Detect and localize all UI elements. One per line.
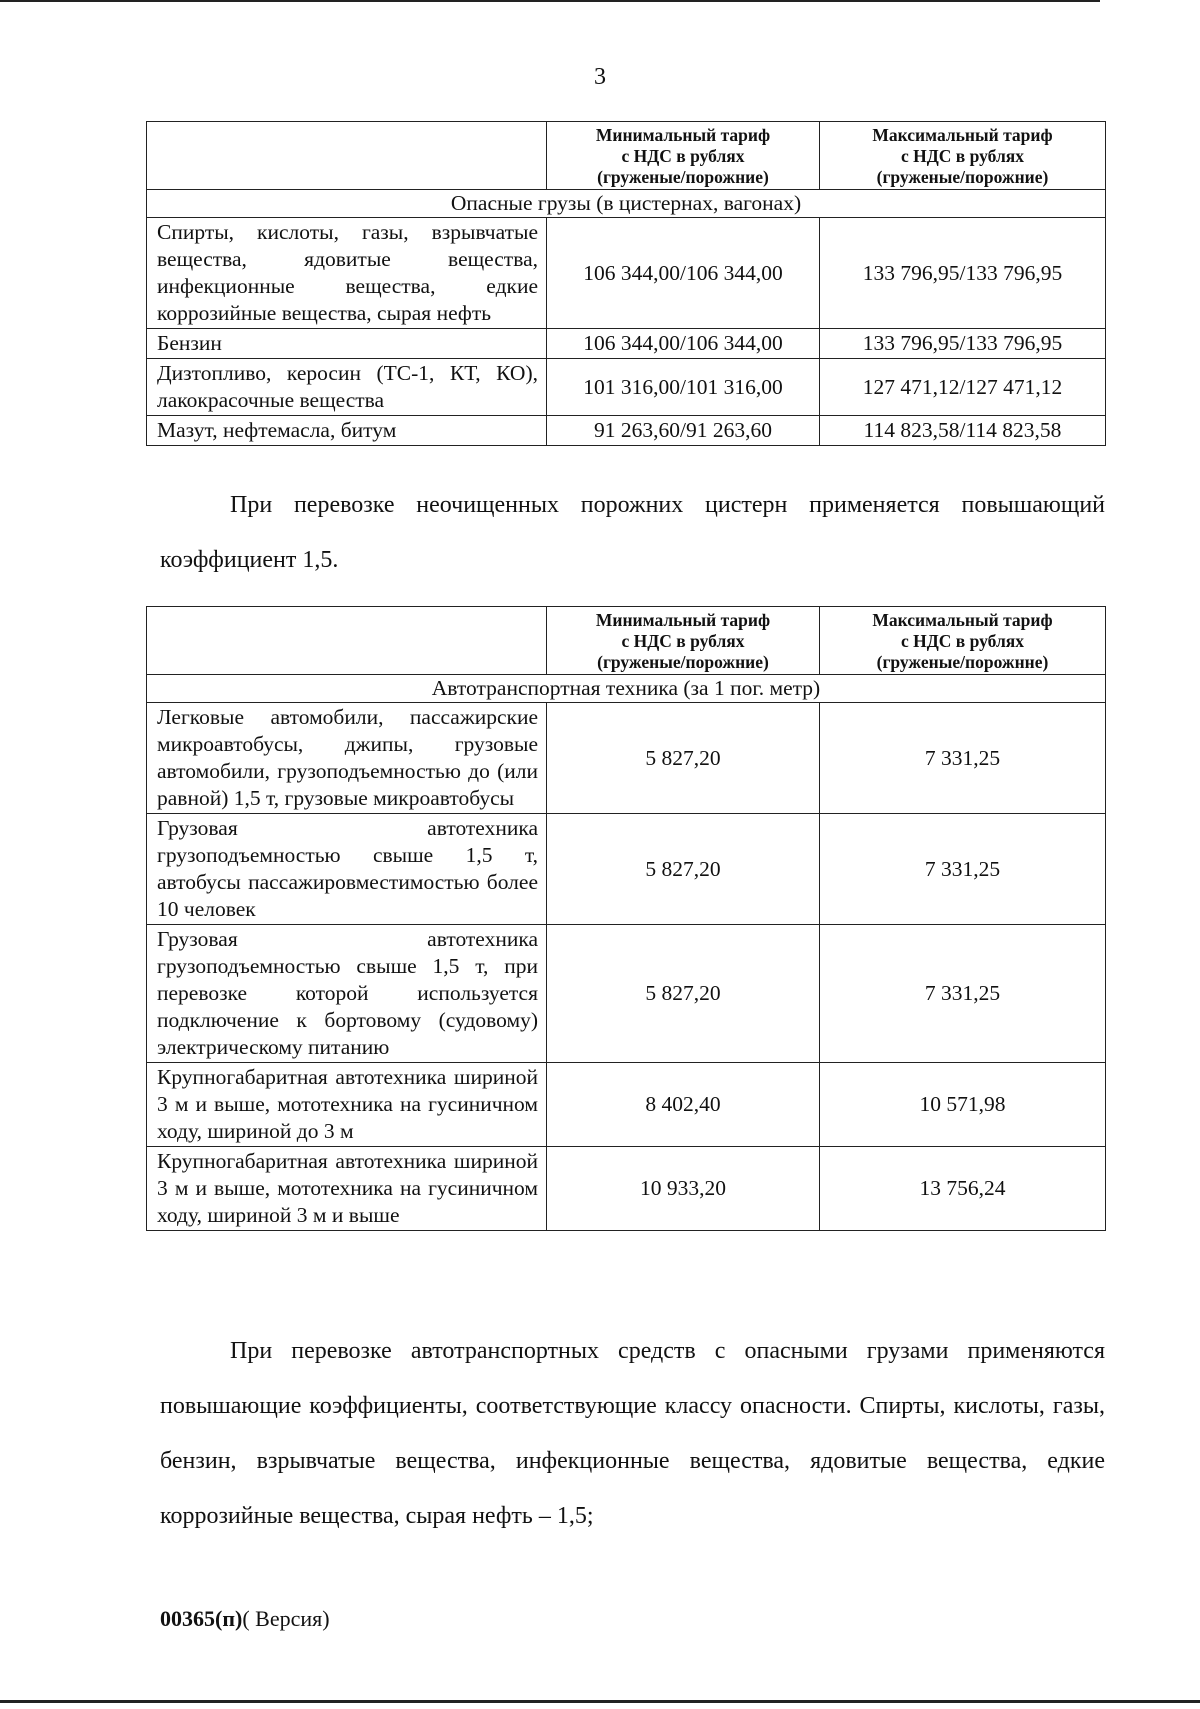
min-tariff-value: 8 402,40 [547,1063,820,1147]
min-tariff-value: 5 827,20 [547,814,820,925]
empty-header-cell [147,122,547,190]
min-tariff-value: 5 827,20 [547,925,820,1063]
table-row [147,1063,1106,1147]
hazard-coefficient-paragraph: При перевозке автотранспортных средств с опасными грузами применяются повышающие коэффициенты, соответствующие классу опасности. Спирты, кислоты, газы, бензин, взрывчатые вещества, инфекционные вещества, ядовитые вещества, едкие коррозийные вещества, сырая нефть – 1,5; [160,1338,1105,1529]
min-tariff-value: 91 263,60/91 263,60 [547,416,820,446]
section-row [147,675,1106,703]
min-tariff-header: Минимальный тариф с НДС в рублях (груженые/порожние) [547,607,820,675]
table-row [147,814,1106,925]
table-row [147,703,1106,814]
document-version: ( Версия) [242,1606,330,1631]
min-tariff-value: 106 344,00/106 344,00 [547,329,820,359]
table-row [147,416,1106,446]
cargo-label: Бензин [147,329,547,359]
empty-header-cell [147,607,547,675]
max-tariff-value: 114 823,58/114 823,58 [820,416,1106,446]
section-title: Опасные грузы (в цистернах, вагонах) [147,190,1106,218]
top-rule [0,0,1100,2]
section-title: Автотранспортная техника (за 1 пог. метр) [147,675,1106,703]
max-tariff-value: 10 571,98 [820,1063,1106,1147]
max-tariff-value: 133 796,95/133 796,95 [820,329,1106,359]
cargo-label: Спирты, кислоты, газы, взрывчатые вещества, ядовитые вещества, инфекционные вещества, едкие коррозийные вещества, сырая нефть [147,218,547,329]
min-tariff-value: 5 827,20 [547,703,820,814]
min-tariff-value: 10 933,20 [547,1147,820,1231]
table-row [147,329,1106,359]
vehicle-label: Крупногабаритная автотехника шириной 3 м и выше, мототехника на гусиничном ходу, шириной 3 м и выше [147,1147,547,1231]
max-tariff-value: 133 796,95/133 796,95 [820,218,1106,329]
max-tariff-value: 7 331,25 [820,814,1106,925]
table-header-row [147,122,1106,190]
vehicle-label: Легковые автомобили, пассажирские микроавтобусы, джипы, грузовые автомобили, грузоподъемностью до (или равной) 1,5 т, грузовые микроавтобусы [147,703,547,814]
max-tariff-value: 127 471,12/127 471,12 [820,359,1106,416]
dangerous-cargo-tariff-table [146,121,1106,446]
max-tariff-value: 7 331,25 [820,925,1106,1063]
min-tariff-value: 106 344,00/106 344,00 [547,218,820,329]
tank-coefficient-paragraph: При перевозке неочищенных порожних цистерн применяется повышающий коэффициент 1,5. [160,492,1105,573]
table-row [147,359,1106,416]
vehicle-label: Грузовая автотехника грузоподъемностью свыше 1,5 т, автобусы пассажировместимостью более 10 человек [147,814,547,925]
table-row [147,218,1106,329]
max-tariff-value: 13 756,24 [820,1147,1106,1231]
cargo-label: Дизтопливо, керосин (ТС-1, КТ, КО), лакокрасочные вещества [147,359,547,416]
vehicle-label: Грузовая автотехника грузоподъемностью свыше 1,5 т, при перевозке которой используется подключение к бортовому (судовому) электрическому питанию [147,925,547,1063]
max-tariff-header: Максимальный тариф с НДС в рублях (груженые/порожнне) [820,607,1106,675]
min-tariff-header: Минимальный тариф с НДС в рублях (груженые/порожние) [547,122,820,190]
max-tariff-value: 7 331,25 [820,703,1106,814]
page-number: 3 [594,64,606,90]
vehicle-tariff-table [146,606,1106,1231]
cargo-label: Мазут, нефтемасла, битум [147,416,547,446]
document-footer [160,1606,330,1632]
min-tariff-value: 101 316,00/101 316,00 [547,359,820,416]
vehicle-label: Крупногабаритная автотехника шириной 3 м и выше, мототехника на гусиничном ходу, шириной до 3 м [147,1063,547,1147]
table-header-row [147,607,1106,675]
table-row [147,925,1106,1063]
document-code: 00365(п) [160,1606,243,1631]
bottom-rule [0,1700,1200,1703]
max-tariff-header: Максимальный тариф с НДС в рублях (груженые/порожние) [820,122,1106,190]
section-row [147,190,1106,218]
table-row [147,1147,1106,1231]
